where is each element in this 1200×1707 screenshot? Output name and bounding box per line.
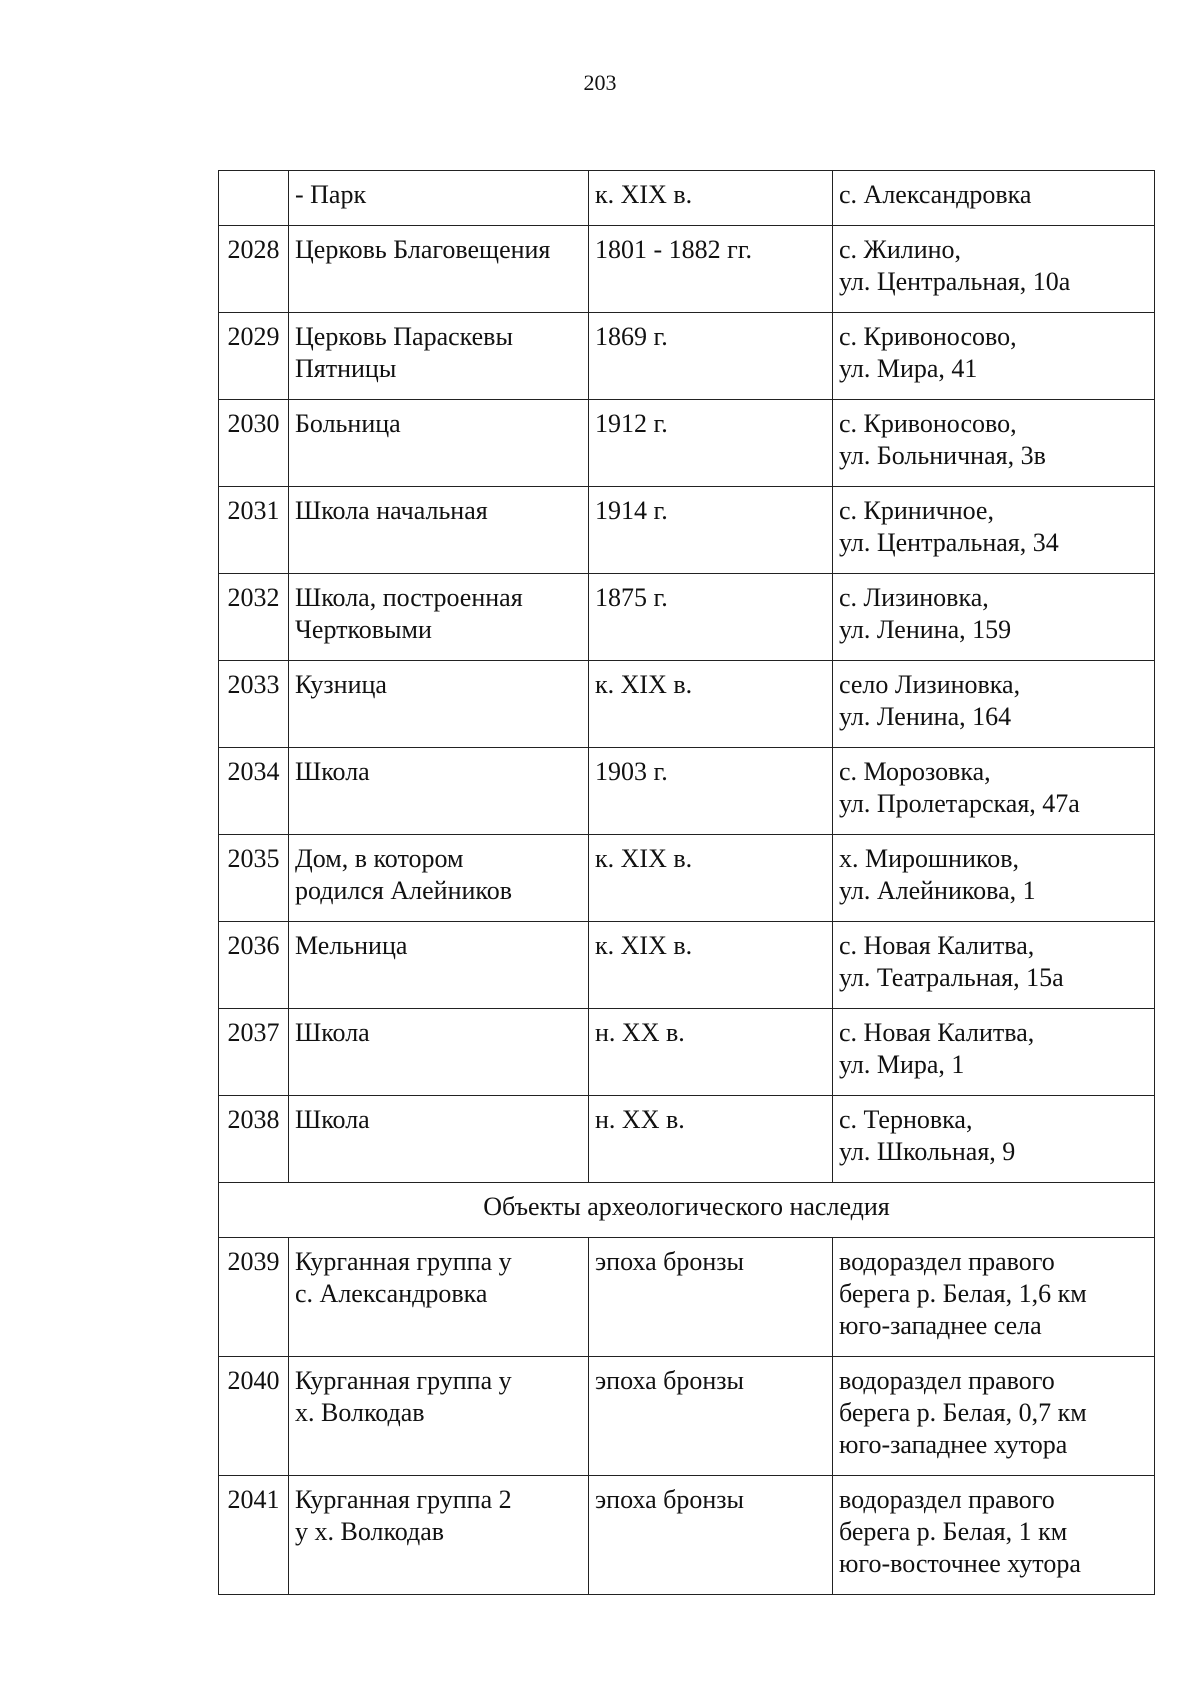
object-name-line: Курганная группа 2 xyxy=(295,1485,512,1514)
object-address-line: берега р. Белая, 0,7 км xyxy=(839,1398,1087,1427)
object-address xyxy=(833,400,1155,487)
object-name xyxy=(289,1238,589,1357)
row-number: 2041 xyxy=(219,1476,289,1595)
object-date-line: к. XIX в. xyxy=(595,844,693,873)
object-name-line: Чертковыми xyxy=(295,615,432,644)
table-row xyxy=(219,1357,1155,1476)
table-row xyxy=(219,1238,1155,1357)
object-address-line: с. Кривоносово, xyxy=(839,322,1017,351)
object-name-line: х. Волкодав xyxy=(295,1398,425,1427)
object-date xyxy=(589,171,833,226)
object-address-line: юго-западнее села xyxy=(839,1311,1042,1340)
table-row xyxy=(219,171,1155,226)
object-address-line: водораздел правого xyxy=(839,1366,1055,1395)
object-name-line: Школа xyxy=(295,1105,370,1134)
object-name-line: Школа xyxy=(295,1018,370,1047)
object-date-line: н. XX в. xyxy=(595,1105,685,1134)
object-address-line: с. Новая Калитва, xyxy=(839,1018,1035,1047)
row-number: 2040 xyxy=(219,1357,289,1476)
object-name xyxy=(289,748,589,835)
object-name xyxy=(289,1096,589,1183)
row-number: 2037 xyxy=(219,1009,289,1096)
object-date xyxy=(589,835,833,922)
object-address-line: с. Морозовка, xyxy=(839,757,991,786)
object-name-line: Церковь Параскевы xyxy=(295,322,513,351)
object-date xyxy=(589,1357,833,1476)
object-date-line: 1912 г. xyxy=(595,409,668,438)
object-date-line: к. XIX в. xyxy=(595,180,693,209)
object-date xyxy=(589,922,833,1009)
row-number xyxy=(219,171,289,226)
object-address-line: ул. Центральная, 10а xyxy=(839,267,1071,296)
archaeology-rows xyxy=(219,1238,1155,1595)
object-date xyxy=(589,400,833,487)
archaeology-section xyxy=(219,1183,1155,1238)
object-address-line: село Лизиновка, xyxy=(839,670,1021,699)
table-row xyxy=(219,400,1155,487)
table-row xyxy=(219,313,1155,400)
object-date-line: эпоха бронзы xyxy=(595,1366,745,1395)
object-address-line: ул. Ленина, 164 xyxy=(839,702,1012,731)
object-address xyxy=(833,748,1155,835)
object-address-line: с. Александровка xyxy=(839,180,1032,209)
table-row xyxy=(219,748,1155,835)
object-address xyxy=(833,1476,1155,1595)
object-address-line: с. Кривоносово, xyxy=(839,409,1017,438)
row-number: 2038 xyxy=(219,1096,289,1183)
object-name xyxy=(289,922,589,1009)
heritage-rows xyxy=(219,171,1155,1183)
object-name xyxy=(289,226,589,313)
object-date-line: 1903 г. xyxy=(595,757,668,786)
object-address xyxy=(833,1096,1155,1183)
object-name-line: Школа, построенная xyxy=(295,583,523,612)
object-date xyxy=(589,748,833,835)
object-address-line: с. Жилино, xyxy=(839,235,962,264)
object-name xyxy=(289,574,589,661)
object-name-line: Церковь Благовещения xyxy=(295,235,551,264)
row-number: 2029 xyxy=(219,313,289,400)
object-date-line: к. XIX в. xyxy=(595,931,693,960)
object-name-line: Школа xyxy=(295,757,370,786)
table-row xyxy=(219,226,1155,313)
object-date-line: эпоха бронзы xyxy=(595,1247,745,1276)
object-name xyxy=(289,661,589,748)
object-date xyxy=(589,1009,833,1096)
object-address-line: ул. Центральная, 34 xyxy=(839,528,1059,557)
row-number: 2028 xyxy=(219,226,289,313)
object-name-line: Мельница xyxy=(295,931,408,960)
object-address-line: с. Криничное, xyxy=(839,496,994,525)
object-date-line: 1869 г. xyxy=(595,322,668,351)
object-name-line: Дом, в котором xyxy=(295,844,464,873)
object-date xyxy=(589,1238,833,1357)
object-name-line: Кузница xyxy=(295,670,387,699)
table-row xyxy=(219,1476,1155,1595)
object-name-line: Больница xyxy=(295,409,401,438)
object-date xyxy=(589,661,833,748)
object-name-line: Курганная группа у xyxy=(295,1366,512,1395)
object-name xyxy=(289,400,589,487)
object-address xyxy=(833,171,1155,226)
object-address-line: юго-западнее хутора xyxy=(839,1430,1068,1459)
object-address-line: ул. Алейникова, 1 xyxy=(839,876,1036,905)
object-name xyxy=(289,1357,589,1476)
row-number: 2030 xyxy=(219,400,289,487)
object-address-line: ул. Театральная, 15а xyxy=(839,963,1064,992)
object-date-line: н. XX в. xyxy=(595,1018,685,1047)
object-name-line: Курганная группа у xyxy=(295,1247,512,1276)
object-name xyxy=(289,1476,589,1595)
object-address-line: с. Терновка, xyxy=(839,1105,973,1134)
object-name xyxy=(289,313,589,400)
section-header-row xyxy=(219,1183,1155,1238)
object-name xyxy=(289,487,589,574)
object-date xyxy=(589,226,833,313)
object-date xyxy=(589,313,833,400)
object-name-line: Школа начальная xyxy=(295,496,488,525)
object-date xyxy=(589,574,833,661)
object-name xyxy=(289,171,589,226)
row-number: 2039 xyxy=(219,1238,289,1357)
object-address-line: юго-восточнее хутора xyxy=(839,1549,1081,1578)
section-title: Объекты археологического наследия xyxy=(219,1183,1155,1238)
object-address-line: ул. Ленина, 159 xyxy=(839,615,1012,644)
object-name-line: - Парк xyxy=(295,180,367,209)
page-number: 203 xyxy=(583,70,617,95)
object-address-line: с. Лизиновка, xyxy=(839,583,989,612)
object-name-line: родился Алейников xyxy=(295,876,512,905)
object-date xyxy=(589,487,833,574)
object-date xyxy=(589,1476,833,1595)
object-address xyxy=(833,835,1155,922)
object-name-line: Пятницы xyxy=(295,354,397,383)
object-name-line: с. Александровка xyxy=(295,1279,488,1308)
object-address xyxy=(833,1357,1155,1476)
object-address xyxy=(833,313,1155,400)
table-row xyxy=(219,1096,1155,1183)
table-row xyxy=(219,835,1155,922)
table-row xyxy=(219,574,1155,661)
row-number: 2032 xyxy=(219,574,289,661)
object-address-line: х. Мирошников, xyxy=(839,844,1019,873)
table-row xyxy=(219,661,1155,748)
row-number: 2034 xyxy=(219,748,289,835)
object-name-line: у х. Волкодав xyxy=(295,1517,445,1546)
object-address-line: берега р. Белая, 1,6 км xyxy=(839,1279,1087,1308)
object-address xyxy=(833,1009,1155,1096)
object-address xyxy=(833,574,1155,661)
object-date-line: 1914 г. xyxy=(595,496,668,525)
row-number: 2035 xyxy=(219,835,289,922)
row-number: 2031 xyxy=(219,487,289,574)
heritage-table xyxy=(218,170,1155,1595)
row-number: 2033 xyxy=(219,661,289,748)
object-address-line: ул. Пролетарская, 47а xyxy=(839,789,1080,818)
table-row xyxy=(219,487,1155,574)
object-address-line: с. Новая Калитва, xyxy=(839,931,1035,960)
object-name xyxy=(289,835,589,922)
object-date-line: 1875 г. xyxy=(595,583,668,612)
object-address-line: ул. Больничная, 3в xyxy=(839,441,1046,470)
object-address-line: ул. Мира, 41 xyxy=(839,354,978,383)
object-address xyxy=(833,487,1155,574)
object-address-line: ул. Мира, 1 xyxy=(839,1050,965,1079)
object-address-line: водораздел правого xyxy=(839,1485,1055,1514)
object-date-line: 1801 - 1882 гг. xyxy=(595,235,753,264)
object-date-line: к. XIX в. xyxy=(595,670,693,699)
object-address xyxy=(833,922,1155,1009)
object-address xyxy=(833,226,1155,313)
object-date xyxy=(589,1096,833,1183)
object-address-line: водораздел правого xyxy=(839,1247,1055,1276)
object-address-line: берега р. Белая, 1 км xyxy=(839,1517,1068,1546)
object-address xyxy=(833,1238,1155,1357)
object-address-line: ул. Школьная, 9 xyxy=(839,1137,1016,1166)
object-date-line: эпоха бронзы xyxy=(595,1485,745,1514)
table-row xyxy=(219,1009,1155,1096)
table-row xyxy=(219,922,1155,1009)
row-number: 2036 xyxy=(219,922,289,1009)
object-name xyxy=(289,1009,589,1096)
object-address xyxy=(833,661,1155,748)
